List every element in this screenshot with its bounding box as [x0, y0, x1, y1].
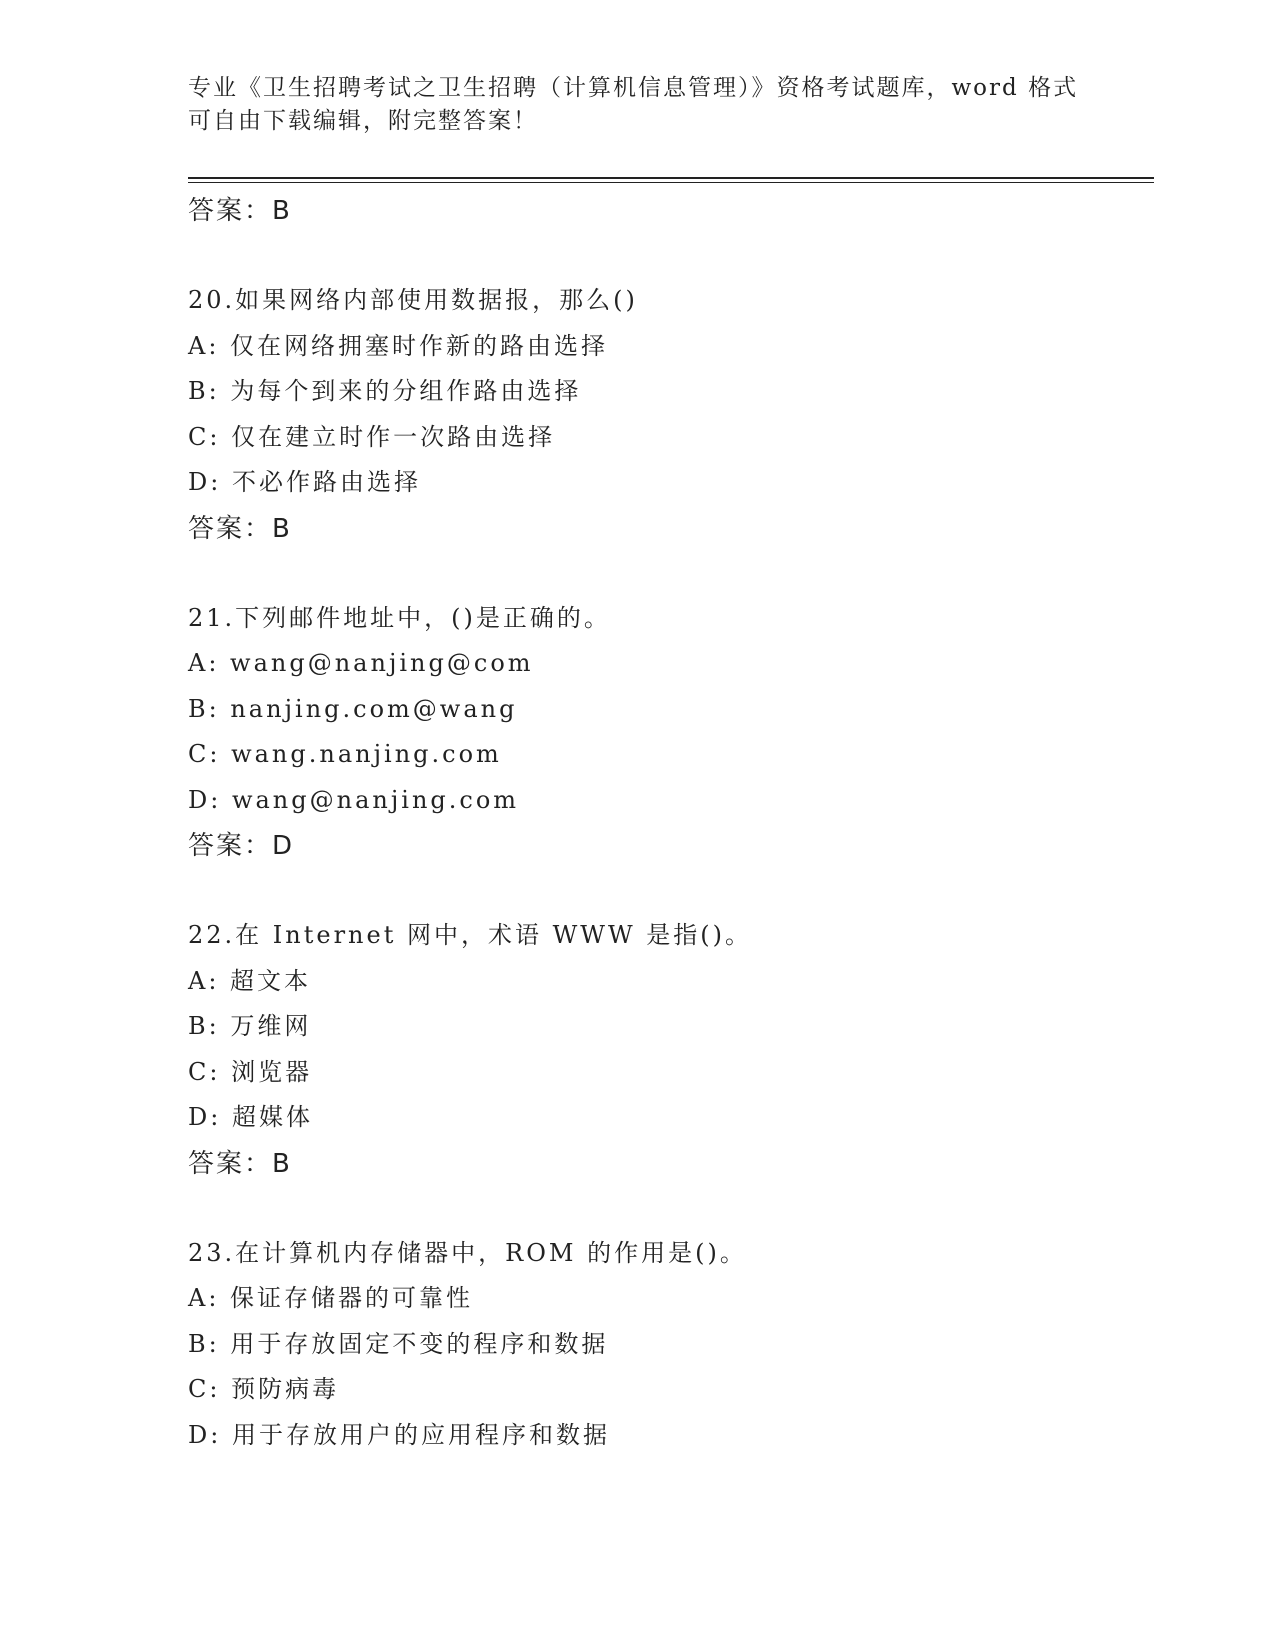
question-stem: 22.在 Internet 网中，术语 WWW 是指()。 — [188, 921, 752, 949]
header-divider-thin — [188, 182, 1154, 183]
question-stem: 20.如果网络内部使用数据报，那么() — [188, 286, 638, 314]
question-stem: 21.下列邮件地址中，()是正确的。 — [188, 603, 611, 632]
answer-label: 答案：B — [188, 196, 292, 226]
question-23 — [188, 1231, 1148, 1459]
answer-label: 答案：D — [188, 831, 295, 861]
option-c: C: 仅在建立时作一次路由选择 — [188, 422, 556, 451]
option-a: A: 保证存储器的可靠性 — [188, 1284, 474, 1312]
option-d: D: 超媒体 — [188, 1103, 313, 1131]
option-b: B: 万维网 — [188, 1012, 312, 1040]
question-list — [188, 188, 1148, 1458]
option-b: B: nanjing.com@wang — [188, 694, 518, 723]
option-a: A: wang@nanjing@com — [188, 649, 534, 677]
option-c: C: 浏览器 — [188, 1057, 313, 1086]
answer-label: 答案：B — [188, 1148, 292, 1179]
document-header — [188, 72, 1088, 138]
question-20 — [188, 278, 1148, 552]
header-line-2: 可自由下载编辑，附完整答案！ — [188, 108, 538, 134]
answer-label: 答案：B — [188, 513, 292, 544]
header-divider — [188, 177, 1154, 179]
question-stem: 23.在计算机内存储器中，ROM 的作用是()。 — [188, 1238, 747, 1267]
option-c: C: 预防病毒 — [188, 1375, 340, 1403]
option-a: A: 超文本 — [188, 966, 312, 995]
header-line-1: 专业《卫生招聘考试之卫生招聘（计算机信息管理）》资格考试题库，word 格式 — [188, 75, 1079, 101]
option-d: D: 不必作路由选择 — [188, 468, 421, 496]
question-22 — [188, 913, 1148, 1187]
option-b: B: 用于存放固定不变的程序和数据 — [188, 1329, 609, 1358]
option-d: D: 用于存放用户的应用程序和数据 — [188, 1420, 610, 1449]
option-c: C: wang.nanjing.com — [188, 740, 502, 768]
option-d: D: wang@nanjing.com — [188, 785, 520, 814]
question-21 — [188, 596, 1148, 870]
option-b: B: 为每个到来的分组作路由选择 — [188, 377, 582, 405]
option-a: A: 仅在网络拥塞时作新的路由选择 — [188, 331, 609, 360]
